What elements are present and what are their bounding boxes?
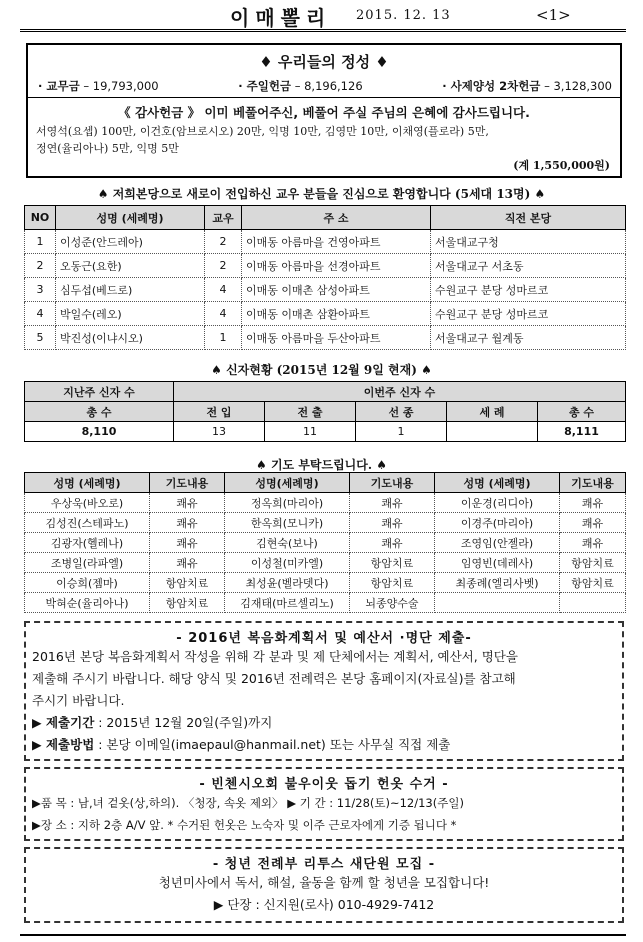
column-header: 총 수 (538, 402, 626, 422)
page-number: <1> (536, 6, 571, 24)
column-header: 기도내용 (350, 473, 435, 493)
transfer-in-count: 13 (174, 422, 265, 442)
table-cell: 최성윤(벨라뎃다) (225, 573, 350, 593)
offering-item (442, 78, 612, 94)
table-cell: 이승희(젬마) (25, 573, 150, 593)
table-cell: 서울대교구청 (431, 230, 626, 254)
table-cell: 조영임(안젤라) (435, 533, 560, 553)
offerings-divider (28, 97, 620, 98)
table-cell: 우상욱(바오로) (25, 493, 150, 513)
table-cell: 한옥희(모니카) (225, 513, 350, 533)
last-week-total: 8,110 (25, 422, 174, 442)
deadline-value: : 2015년 12월 20일(주일)까지 (94, 715, 273, 730)
offering-value: – 19,793,000 (83, 79, 159, 93)
notice-youth-recruit (24, 847, 624, 923)
footer-rule (20, 934, 626, 936)
table-cell: 2 (205, 230, 242, 254)
baptism-count (447, 422, 538, 442)
table-cell: 2 (25, 254, 56, 278)
table-cell: 항암치료 (560, 553, 626, 573)
this-week-total: 8,111 (538, 422, 626, 442)
thanks-line: 서영석(요셉) 100만, 이건호(암브로시오) 20만, 익명 10만, 김영만 10만, 이채영(플로라) 5만, (36, 125, 489, 138)
table-cell: 이매동 이매촌 삼환아파트 (242, 302, 431, 326)
offering-value: – 8,196,126 (294, 79, 363, 93)
table-cell: 서울대교구 월계동 (431, 326, 626, 350)
offering-label: · 주일헌금 (238, 79, 292, 93)
table-cell: 박혀순(율리아나) (25, 593, 150, 613)
table-cell: 최종례(엘리사벳) (435, 573, 560, 593)
table-cell: 수원교구 분당 성마르코 (431, 278, 626, 302)
table-cell: 이성준(안드레아) (56, 230, 205, 254)
column-header: 세 례 (447, 402, 538, 422)
offerings-title: ♦ 우리들의 정성 ♦ (259, 53, 389, 71)
table-cell: 쾌유 (150, 533, 225, 553)
table-cell: 2 (205, 254, 242, 278)
offerings-box (26, 43, 622, 178)
column-header: 선 종 (356, 402, 447, 422)
notice-title: - 청년 전례부 리투스 새단원 모집 - (212, 857, 436, 872)
table-cell: 오동근(요한) (56, 254, 205, 278)
table-cell: 박진성(이냐시오) (56, 326, 205, 350)
table-cell: 정옥희(마리아) (225, 493, 350, 513)
table-cell: 심두섭(베드로) (56, 278, 205, 302)
table-row (25, 513, 626, 533)
deceased-count: 1 (356, 422, 447, 442)
table-cell: 3 (25, 278, 56, 302)
offering-label: · 교무금 (38, 79, 80, 93)
table-row (25, 326, 626, 350)
table-row (25, 230, 626, 254)
table-cell: 5 (25, 326, 56, 350)
prayer-table (24, 472, 626, 613)
notice-pastoral-plan (24, 621, 624, 761)
bulletin-date: 2015. 12. 13 (356, 8, 451, 23)
column-header: 총 수 (25, 402, 174, 422)
table-cell: 이운경(리디아) (435, 493, 560, 513)
newcomers-heading: ♠ 저희본당으로 새로이 전입하신 교우 분들을 진심으로 환영합니다 (5세대 13명) ♠ (97, 187, 546, 201)
table-header-row (25, 206, 626, 230)
table-row (25, 254, 626, 278)
notice-text: ▶장 소 : 지하 2층 A/V 앞. * 수거된 헌옷은 노숙자 및 이주 근로자에게 기증 됩니다 * (32, 818, 457, 832)
column-header: 성명 (세례명) (435, 473, 560, 493)
table-cell: 이매동 아름마을 건영아파트 (242, 230, 431, 254)
table-cell: 쾌유 (150, 493, 225, 513)
table-cell: 쾌유 (560, 533, 626, 553)
table-cell: 임영빈(데레사) (435, 553, 560, 573)
notice-text: 주시기 바랍니다. (32, 693, 125, 708)
table-cell: 이성철(미카엘) (225, 553, 350, 573)
method-label: ▶ 제출방법 (32, 737, 95, 752)
column-header: 성명 (세례명) (25, 473, 150, 493)
notice-text: 청년미사에서 독서, 해설, 율동을 함께 할 청년을 모집합니다! (158, 875, 490, 890)
table-cell: 항암치료 (150, 593, 225, 613)
notice-text: ▶품 목 : 남,녀 겉옷(상,하의). 〈청장, 속옷 제외〉 ▶ 기 간 : 11/28(토)~12/13(주일) (32, 796, 464, 810)
table-cell: 쾌유 (350, 513, 435, 533)
believers-heading: ♠ 신자현황 (2015년 12월 9일 현재) ♠ (211, 363, 432, 377)
notice-text: ▶ 단장 : 신지원(로사) 010-4929-7412 (213, 897, 435, 912)
thanks-line: 정연(율리아나) 5만, 익명 5만 (36, 142, 179, 155)
notice-text: 제출해 주시기 바랍니다. 해당 양식 및 2016년 전례력은 본당 홈페이지(자료실)를 참고해 (32, 671, 516, 686)
table-row (25, 302, 626, 326)
table-row (25, 278, 626, 302)
table-row (25, 553, 626, 573)
bulletin-title: 이매뽈리 (230, 6, 332, 30)
offerings-amounts (38, 78, 612, 94)
notice-text: 2016년 본당 복음화계획서 작성을 위해 각 분과 및 제 단체에서는 계획서, 예산서, 명단을 (32, 649, 518, 664)
column-header: 전 입 (174, 402, 265, 422)
table-cell: 김현숙(보나) (225, 533, 350, 553)
table-cell: 김광자(헬레나) (25, 533, 150, 553)
table-cell: 이경주(마리아) (435, 513, 560, 533)
column-header: 전 출 (265, 402, 356, 422)
thanks-heading: 《 감사헌금 》 이미 베풀어주신, 베풀어 주실 주님의 은혜에 감사드립니다. (118, 105, 530, 120)
last-week-label: 지난주 신자 수 (25, 382, 174, 402)
table-cell: 조병일(라파엘) (25, 553, 150, 573)
table-cell: 이매동 아름마을 두산아파트 (242, 326, 431, 350)
table-cell: 4 (25, 302, 56, 326)
notice-title: - 빈첸시오회 불우이웃 돕기 헌옷 수거 - (199, 777, 449, 792)
this-week-label: 이번주 신자 수 (174, 382, 626, 402)
table-cell: 김재태(마르셀리노) (225, 593, 350, 613)
header-rule (20, 29, 626, 32)
table-cell: 1 (25, 230, 56, 254)
table-cell: 항암치료 (350, 573, 435, 593)
method-value: : 본당 이메일(imaepaul@hanmail.net) 또는 사무실 직접 제출 (94, 737, 451, 752)
table-cell: 쾌유 (150, 513, 225, 533)
table-cell: 4 (205, 278, 242, 302)
table-cell: 쾌유 (350, 533, 435, 553)
notice-clothes-donation (24, 767, 624, 841)
table-cell: 김성진(스테파노) (25, 513, 150, 533)
offering-item (38, 78, 159, 94)
table-cell: 항암치료 (350, 553, 435, 573)
column-header: 교우 (205, 206, 242, 230)
column-header: 기도내용 (560, 473, 626, 493)
table-cell: 항암치료 (560, 573, 626, 593)
table-row (25, 422, 626, 442)
offering-item (238, 78, 362, 94)
believers-table (24, 381, 626, 442)
column-header: 성명 (세례명) (56, 206, 205, 230)
notice-title: - 2016년 복음화계획서 및 예산서 ·명단 제출- (176, 631, 472, 646)
column-header: NO (25, 206, 56, 230)
table-cell: 이매동 이매촌 삼성아파트 (242, 278, 431, 302)
table-cell: 쾌유 (150, 553, 225, 573)
table-cell (435, 593, 560, 613)
column-header: 직전 본당 (431, 206, 626, 230)
notice-line (26, 734, 622, 756)
table-header-row (25, 473, 626, 493)
table-row (25, 493, 626, 513)
table-cell: 쾌유 (350, 493, 435, 513)
newcomers-table (24, 205, 626, 350)
deadline-label: ▶ 제출기간 (32, 715, 95, 730)
table-row (25, 573, 626, 593)
table-cell: 쾌유 (560, 513, 626, 533)
table-cell: 서울대교구 서초동 (431, 254, 626, 278)
table-header-row (25, 402, 626, 422)
thanks-total: (계 1,550,000원) (513, 159, 610, 172)
table-cell: 이매동 아름마을 선경아파트 (242, 254, 431, 278)
thanks-list (36, 123, 614, 157)
table-row (25, 533, 626, 553)
offering-value: – 3,128,300 (544, 79, 612, 93)
column-header: 기도내용 (150, 473, 225, 493)
prayer-heading: ♠ 기도 부탁드립니다. ♠ (256, 458, 387, 472)
table-cell: 쾌유 (560, 493, 626, 513)
table-cell: 뇌종양수술 (350, 593, 435, 613)
table-cell (560, 593, 626, 613)
offering-label: · 사제양성 2차헌금 (442, 79, 541, 93)
table-cell: 4 (205, 302, 242, 326)
column-header: 성명(세례명) (225, 473, 350, 493)
table-header-row (25, 382, 626, 402)
table-cell: 1 (205, 326, 242, 350)
column-header: 주 소 (242, 206, 431, 230)
table-cell: 항암치료 (150, 573, 225, 593)
table-cell: 수원교구 분당 성마르코 (431, 302, 626, 326)
notice-line (26, 712, 622, 734)
table-row (25, 593, 626, 613)
transfer-out-count: 11 (265, 422, 356, 442)
table-cell: 박일수(레오) (56, 302, 205, 326)
